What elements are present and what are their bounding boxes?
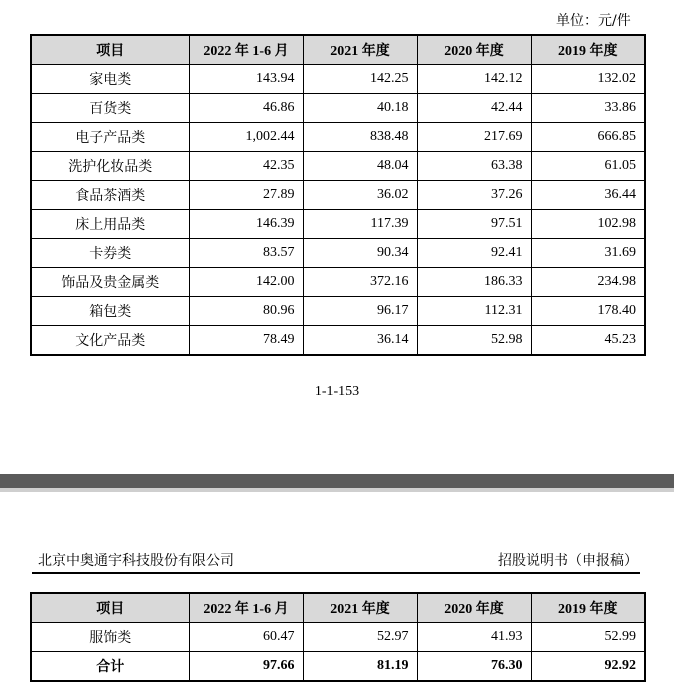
row-value: 666.85: [531, 123, 645, 152]
table-header-row: [31, 593, 645, 623]
row-category: 洗护化妆品类: [31, 152, 189, 181]
row-value: 52.99: [531, 623, 645, 652]
row-value: 27.89: [189, 181, 303, 210]
row-value: 52.98: [417, 326, 531, 356]
price-table-top: [30, 34, 646, 356]
row-value: 97.51: [417, 210, 531, 239]
column-header-2020: 2020 年度: [417, 593, 531, 623]
page-break-shadow: [0, 488, 674, 492]
row-value: 83.57: [189, 239, 303, 268]
row-value: 42.35: [189, 152, 303, 181]
row-value: 37.26: [417, 181, 531, 210]
page-number: 1-1-153: [314, 384, 360, 399]
row-category: 箱包类: [31, 297, 189, 326]
table-total-row: [31, 652, 645, 682]
row-category: 合计: [31, 652, 189, 682]
table-row: [31, 210, 645, 239]
row-category: 卡券类: [31, 239, 189, 268]
row-value: 45.23: [531, 326, 645, 356]
row-value: 42.44: [417, 94, 531, 123]
row-value: 96.17: [303, 297, 417, 326]
row-value: 90.34: [303, 239, 417, 268]
row-value: 102.98: [531, 210, 645, 239]
table-header-row: [31, 35, 645, 65]
header-rule: [32, 572, 640, 574]
row-category: 食品茶酒类: [31, 181, 189, 210]
price-table-bottom: [30, 592, 646, 682]
row-value: 97.66: [189, 652, 303, 682]
row-value: 142.12: [417, 65, 531, 94]
row-value: 112.31: [417, 297, 531, 326]
row-value: 60.47: [189, 623, 303, 652]
table-row: [31, 65, 645, 94]
table-row: [31, 623, 645, 652]
header-company-name: 北京中奥通宇科技股份有限公司: [38, 553, 234, 569]
row-value: 61.05: [531, 152, 645, 181]
table-row: [31, 181, 645, 210]
table-row: [31, 94, 645, 123]
row-value: 92.92: [531, 652, 645, 682]
table-row: [31, 152, 645, 181]
row-value: 838.48: [303, 123, 417, 152]
column-header-2021: 2021 年度: [303, 35, 417, 65]
row-value: 186.33: [417, 268, 531, 297]
row-value: 234.98: [531, 268, 645, 297]
column-header-item: 项目: [31, 35, 189, 65]
table-row: [31, 123, 645, 152]
row-value: 36.44: [531, 181, 645, 210]
row-value: 36.02: [303, 181, 417, 210]
row-value: 78.49: [189, 326, 303, 356]
row-value: 46.86: [189, 94, 303, 123]
column-header-2021: 2021 年度: [303, 593, 417, 623]
row-value: 63.38: [417, 152, 531, 181]
row-value: 31.69: [531, 239, 645, 268]
row-value: 217.69: [417, 123, 531, 152]
row-category: 饰品及贵金属类: [31, 268, 189, 297]
column-header-2022h1: 2022 年 1-6 月: [189, 35, 303, 65]
row-category: 服饰类: [31, 623, 189, 652]
header-document-title: 招股说明书（申报稿）: [498, 553, 638, 569]
row-value: 41.93: [417, 623, 531, 652]
row-value: 33.86: [531, 94, 645, 123]
table-row: [31, 297, 645, 326]
row-value: 36.14: [303, 326, 417, 356]
row-category: 百货类: [31, 94, 189, 123]
row-value: 76.30: [417, 652, 531, 682]
table-row: [31, 326, 645, 356]
row-value: 48.04: [303, 152, 417, 181]
row-value: 146.39: [189, 210, 303, 239]
row-value: 178.40: [531, 297, 645, 326]
table-row: [31, 268, 645, 297]
row-value: 80.96: [189, 297, 303, 326]
column-header-2022h1: 2022 年 1-6 月: [189, 593, 303, 623]
row-category: 电子产品类: [31, 123, 189, 152]
row-value: 81.19: [303, 652, 417, 682]
row-value: 52.97: [303, 623, 417, 652]
column-header-2019: 2019 年度: [531, 593, 645, 623]
column-header-2020: 2020 年度: [417, 35, 531, 65]
row-category: 家电类: [31, 65, 189, 94]
row-value: 92.41: [417, 239, 531, 268]
column-header-2019: 2019 年度: [531, 35, 645, 65]
row-value: 132.02: [531, 65, 645, 94]
row-value: 372.16: [303, 268, 417, 297]
page-break-divider: [0, 474, 674, 488]
row-value: 1,002.44: [189, 123, 303, 152]
row-value: 142.25: [303, 65, 417, 94]
row-value: 40.18: [303, 94, 417, 123]
column-header-item: 项目: [31, 593, 189, 623]
row-value: 117.39: [303, 210, 417, 239]
table-row: [31, 239, 645, 268]
row-value: 143.94: [189, 65, 303, 94]
row-category: 文化产品类: [31, 326, 189, 356]
row-value: 142.00: [189, 268, 303, 297]
row-category: 床上用品类: [31, 210, 189, 239]
unit-label: 单位：元/件: [556, 13, 631, 29]
